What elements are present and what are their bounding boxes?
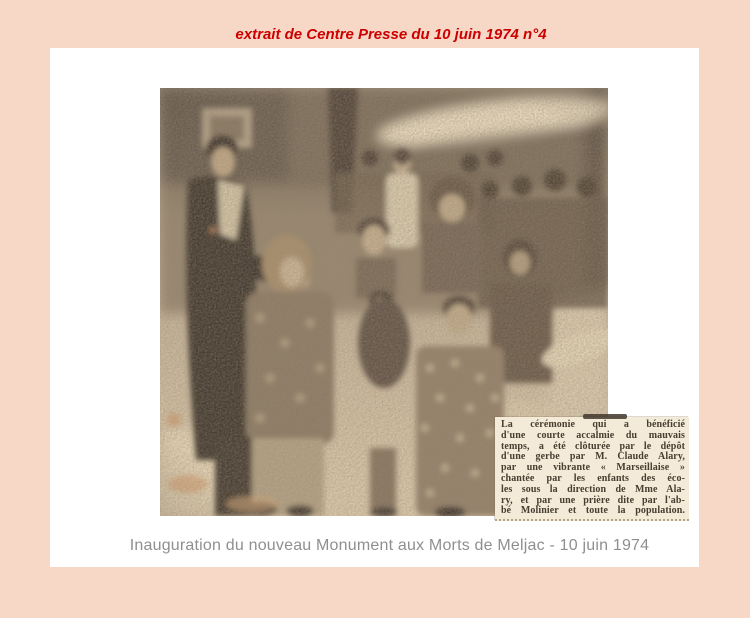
clipping-line: temps, a été clôturée par le dépôt (501, 440, 685, 452)
clipping-line: d'une courte accalmie du mauvais (501, 429, 685, 441)
clipping-line: La cérémonie qui a bénéficié (501, 419, 685, 430)
clipping-line: chantée par les enfants des éco- (501, 472, 685, 484)
clipping-line: d'une gerbe par M. Claude Alary, (501, 451, 685, 463)
clipping-line: par une vibrante « Marseillaise » (501, 462, 685, 474)
content-sheet (50, 48, 699, 567)
newsprint-clipping (495, 417, 689, 521)
page-title: extrait de Centre Presse du 10 juin 1974 n°4 (235, 26, 547, 43)
photo-caption: Inauguration du nouveau Monument aux Morts de Meljac - 10 juin 1974 (129, 537, 650, 554)
clipping-ink-smudge (583, 414, 627, 419)
clipping-line: les sous la direction de Mme Ala- (501, 483, 685, 495)
clipping-line: bé Molinier et toute la population. (501, 505, 685, 517)
clipping-line: ry, et par une prière dite par l'ab- (501, 494, 685, 506)
